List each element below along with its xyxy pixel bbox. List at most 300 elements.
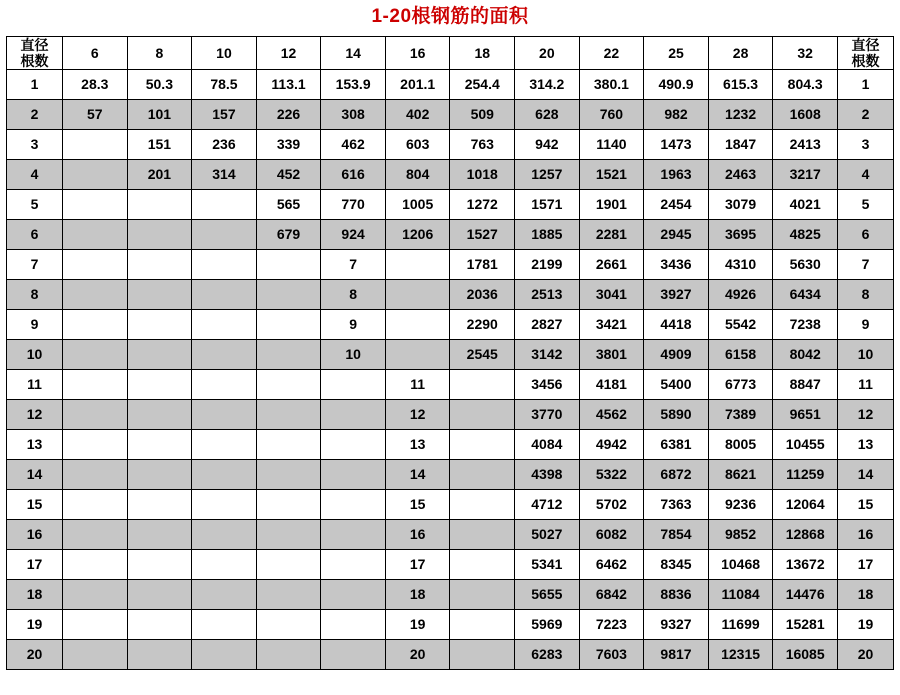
table-cell-area: 4562 <box>579 399 644 429</box>
table-cell-area: 1781 <box>450 249 515 279</box>
row-header-count: 10 <box>838 339 894 369</box>
table-cell-area <box>321 489 386 519</box>
row-header-count: 18 <box>838 579 894 609</box>
table-cell-area <box>63 219 128 249</box>
table-cell-area: 615.3 <box>708 69 773 99</box>
column-header-diameter: 16 <box>385 36 450 69</box>
table-cell-area <box>450 459 515 489</box>
table-cell-area: 1257 <box>515 159 580 189</box>
table-cell-area: 1521 <box>579 159 644 189</box>
row-header-count: 14 <box>838 459 894 489</box>
table-cell-area: 2290 <box>450 309 515 339</box>
table-cell-area: 4398 <box>515 459 580 489</box>
table-cell-area: 6283 <box>515 639 580 669</box>
table-cell-area <box>63 129 128 159</box>
table-cell-area: 153.9 <box>321 69 386 99</box>
table-cell-area: 3436 <box>644 249 709 279</box>
table-cell-area: 490.9 <box>644 69 709 99</box>
table-cell-area: 4021 <box>773 189 838 219</box>
table-cell-area <box>256 429 321 459</box>
table-cell-area <box>192 459 257 489</box>
table-cell-area: 4181 <box>579 369 644 399</box>
table-cell-area <box>256 369 321 399</box>
table-cell-area: 2454 <box>644 189 709 219</box>
table-cell-area: 2827 <box>515 309 580 339</box>
row-header-count: 2 <box>7 99 63 129</box>
table-cell-area: 314.2 <box>515 69 580 99</box>
table-cell-area <box>321 459 386 489</box>
table-cell-area: 10468 <box>708 549 773 579</box>
table-cell-area <box>256 399 321 429</box>
column-header-diameter: 20 <box>515 36 580 69</box>
table-cell-area <box>63 429 128 459</box>
table-cell-area <box>127 639 192 669</box>
table-row <box>7 189 894 219</box>
table-cell-area <box>450 429 515 459</box>
table-cell-area <box>321 429 386 459</box>
table-cell-area: 5890 <box>644 399 709 429</box>
row-header-count: 11 <box>7 369 63 399</box>
table-cell-area <box>450 369 515 399</box>
table-cell-area: 942 <box>515 129 580 159</box>
table-cell-area <box>63 639 128 669</box>
table-cell-area: 763 <box>450 129 515 159</box>
table-cell-area <box>256 339 321 369</box>
table-cell-area: 11084 <box>708 579 773 609</box>
table-cell-area: 3801 <box>579 339 644 369</box>
table-cell-area: 679 <box>256 219 321 249</box>
table-cell-area: 8621 <box>708 459 773 489</box>
row-header-count: 13 <box>838 429 894 459</box>
table-cell-area <box>192 219 257 249</box>
table-cell-area: 3142 <box>515 339 580 369</box>
table-cell-area <box>192 309 257 339</box>
table-cell-area <box>63 609 128 639</box>
table-cell-area <box>256 609 321 639</box>
row-header-count: 6 <box>7 219 63 249</box>
table-cell-area <box>127 219 192 249</box>
row-header-count: 20 <box>838 639 894 669</box>
table-cell-area: 4418 <box>644 309 709 339</box>
row-header-count: 15 <box>838 489 894 519</box>
column-header-diameter: 6 <box>63 36 128 69</box>
table-cell-area: 603 <box>385 129 450 159</box>
table-cell-area: 15281 <box>773 609 838 639</box>
table-cell-area: 101 <box>127 99 192 129</box>
table-cell-area: 201 <box>127 159 192 189</box>
table-cell-area: 462 <box>321 129 386 159</box>
table-cell-area: 18 <box>385 579 450 609</box>
table-cell-area: 6158 <box>708 339 773 369</box>
row-header-count: 5 <box>838 189 894 219</box>
table-cell-area: 6842 <box>579 579 644 609</box>
column-header-diameter: 8 <box>127 36 192 69</box>
table-cell-area: 11 <box>385 369 450 399</box>
row-header-count: 2 <box>838 99 894 129</box>
table-row <box>7 99 894 129</box>
table-cell-area: 13 <box>385 429 450 459</box>
column-header-diameter: 32 <box>773 36 838 69</box>
table-cell-area: 236 <box>192 129 257 159</box>
row-header-count: 16 <box>838 519 894 549</box>
table-cell-area: 3041 <box>579 279 644 309</box>
table-row <box>7 129 894 159</box>
table-cell-area <box>63 279 128 309</box>
table-body <box>7 69 894 669</box>
table-cell-area <box>256 639 321 669</box>
table-cell-area: 2199 <box>515 249 580 279</box>
corner-label-top: 直径 <box>851 36 880 53</box>
table-cell-area: 9236 <box>708 489 773 519</box>
table-cell-area <box>192 639 257 669</box>
table-cell-area: 1963 <box>644 159 709 189</box>
table-cell-area: 6872 <box>644 459 709 489</box>
table-row <box>7 549 894 579</box>
table-cell-area: 7854 <box>644 519 709 549</box>
table-cell-area: 760 <box>579 99 644 129</box>
table-cell-area: 1018 <box>450 159 515 189</box>
table-cell-area: 50.3 <box>127 69 192 99</box>
column-header-diameter: 28 <box>708 36 773 69</box>
row-header-count: 13 <box>7 429 63 459</box>
table-cell-area <box>127 429 192 459</box>
table-row <box>7 639 894 669</box>
table-cell-area: 4926 <box>708 279 773 309</box>
table-cell-area: 1847 <box>708 129 773 159</box>
table-cell-area: 8005 <box>708 429 773 459</box>
table-cell-area <box>450 519 515 549</box>
table-cell-area: 1571 <box>515 189 580 219</box>
table-row <box>7 459 894 489</box>
table-row <box>7 279 894 309</box>
table-cell-area: 565 <box>256 189 321 219</box>
table-cell-area: 11699 <box>708 609 773 639</box>
table-cell-area <box>321 579 386 609</box>
row-header-count: 3 <box>7 129 63 159</box>
table-cell-area <box>192 609 257 639</box>
table-cell-area <box>127 519 192 549</box>
table-row <box>7 519 894 549</box>
table-cell-area <box>192 579 257 609</box>
table-cell-area <box>192 279 257 309</box>
table-cell-area: 4310 <box>708 249 773 279</box>
row-header-count: 17 <box>838 549 894 579</box>
table-cell-area <box>63 369 128 399</box>
table-cell-area: 5341 <box>515 549 580 579</box>
table-cell-area <box>450 579 515 609</box>
table-cell-area: 7238 <box>773 309 838 339</box>
table-cell-area <box>63 309 128 339</box>
row-header-count: 19 <box>7 609 63 639</box>
table-row <box>7 69 894 99</box>
table-cell-area <box>63 489 128 519</box>
table-cell-area: 5655 <box>515 579 580 609</box>
corner-label-bottom: 根数 <box>851 52 880 69</box>
table-cell-area <box>127 399 192 429</box>
table-cell-area <box>192 249 257 279</box>
table-cell-area: 804.3 <box>773 69 838 99</box>
column-header-diameter: 25 <box>644 36 709 69</box>
row-header-count: 9 <box>838 309 894 339</box>
table-cell-area: 1885 <box>515 219 580 249</box>
table-cell-area <box>321 549 386 579</box>
table-cell-area <box>450 549 515 579</box>
row-header-count: 16 <box>7 519 63 549</box>
table-cell-area: 14 <box>385 459 450 489</box>
table-cell-area: 1608 <box>773 99 838 129</box>
table-cell-area <box>192 519 257 549</box>
table-cell-area: 4712 <box>515 489 580 519</box>
table-cell-area: 4942 <box>579 429 644 459</box>
table-cell-area: 201.1 <box>385 69 450 99</box>
table-cell-area <box>63 249 128 279</box>
table-cell-area: 12868 <box>773 519 838 549</box>
table-cell-area: 9651 <box>773 399 838 429</box>
header-row <box>7 36 894 69</box>
column-header-diameter: 22 <box>579 36 644 69</box>
table-row <box>7 399 894 429</box>
table-cell-area <box>256 459 321 489</box>
table-cell-area: 509 <box>450 99 515 129</box>
row-header-count: 7 <box>7 249 63 279</box>
column-header-diameter: 14 <box>321 36 386 69</box>
row-header-count: 1 <box>838 69 894 99</box>
table-cell-area <box>321 519 386 549</box>
table-cell-area <box>63 189 128 219</box>
table-cell-area <box>63 519 128 549</box>
table-cell-area: 2545 <box>450 339 515 369</box>
column-header-diameter: 12 <box>256 36 321 69</box>
table-cell-area: 12 <box>385 399 450 429</box>
corner-header-right <box>838 36 894 69</box>
table-cell-area: 5542 <box>708 309 773 339</box>
table-cell-area: 616 <box>321 159 386 189</box>
row-header-count: 8 <box>838 279 894 309</box>
table-cell-area: 1272 <box>450 189 515 219</box>
table-cell-area: 10455 <box>773 429 838 459</box>
table-cell-area: 308 <box>321 99 386 129</box>
table-cell-area: 19 <box>385 609 450 639</box>
table-cell-area: 8042 <box>773 339 838 369</box>
table-cell-area <box>192 189 257 219</box>
table-cell-area: 12064 <box>773 489 838 519</box>
table-cell-area: 2661 <box>579 249 644 279</box>
table-cell-area: 20 <box>385 639 450 669</box>
row-header-count: 19 <box>838 609 894 639</box>
row-header-count: 10 <box>7 339 63 369</box>
corner-label-top: 直径 <box>20 36 49 53</box>
table-cell-area: 8847 <box>773 369 838 399</box>
table-cell-area: 6773 <box>708 369 773 399</box>
row-header-count: 14 <box>7 459 63 489</box>
table-row <box>7 579 894 609</box>
table-cell-area <box>127 579 192 609</box>
table-cell-area: 804 <box>385 159 450 189</box>
table-cell-area: 5400 <box>644 369 709 399</box>
row-header-count: 12 <box>7 399 63 429</box>
table-cell-area: 2513 <box>515 279 580 309</box>
table-cell-area <box>256 249 321 279</box>
table-cell-area <box>450 399 515 429</box>
table-cell-area: 7603 <box>579 639 644 669</box>
table-cell-area: 924 <box>321 219 386 249</box>
row-header-count: 5 <box>7 189 63 219</box>
table-cell-area <box>450 639 515 669</box>
table-row <box>7 249 894 279</box>
corner-label-bottom: 根数 <box>20 52 49 69</box>
table-cell-area: 3456 <box>515 369 580 399</box>
table-cell-area <box>127 609 192 639</box>
row-header-count: 7 <box>838 249 894 279</box>
table-cell-area: 9817 <box>644 639 709 669</box>
table-cell-area: 15 <box>385 489 450 519</box>
table-cell-area <box>256 279 321 309</box>
table-cell-area <box>127 369 192 399</box>
table-cell-area: 5630 <box>773 249 838 279</box>
row-header-count: 3 <box>838 129 894 159</box>
table-cell-area: 10 <box>321 339 386 369</box>
table-cell-area <box>127 189 192 219</box>
table-cell-area: 8836 <box>644 579 709 609</box>
table-cell-area: 78.5 <box>192 69 257 99</box>
table-cell-area: 8345 <box>644 549 709 579</box>
table-cell-area <box>256 489 321 519</box>
table-cell-area: 113.1 <box>256 69 321 99</box>
table-cell-area <box>127 489 192 519</box>
table-cell-area <box>127 339 192 369</box>
table-cell-area <box>256 579 321 609</box>
table-cell-area: 1527 <box>450 219 515 249</box>
table-cell-area: 2281 <box>579 219 644 249</box>
table-row <box>7 609 894 639</box>
table-cell-area: 6434 <box>773 279 838 309</box>
table-cell-area <box>192 339 257 369</box>
table-cell-area: 3079 <box>708 189 773 219</box>
table-cell-area: 7363 <box>644 489 709 519</box>
table-cell-area: 314 <box>192 159 257 189</box>
table-cell-area <box>321 639 386 669</box>
table-cell-area: 2036 <box>450 279 515 309</box>
table-cell-area: 5969 <box>515 609 580 639</box>
table-cell-area: 3421 <box>579 309 644 339</box>
table-cell-area: 4084 <box>515 429 580 459</box>
table-cell-area <box>63 159 128 189</box>
table-cell-area: 8 <box>321 279 386 309</box>
table-cell-area <box>192 369 257 399</box>
row-header-count: 18 <box>7 579 63 609</box>
table-cell-area <box>63 579 128 609</box>
table-cell-area <box>450 609 515 639</box>
column-header-diameter: 18 <box>450 36 515 69</box>
row-header-count: 11 <box>838 369 894 399</box>
table-cell-area <box>385 339 450 369</box>
table-cell-area: 9 <box>321 309 386 339</box>
row-header-count: 8 <box>7 279 63 309</box>
table-cell-area: 770 <box>321 189 386 219</box>
column-header-diameter: 10 <box>192 36 257 69</box>
table-cell-area <box>127 549 192 579</box>
table-row <box>7 339 894 369</box>
table-cell-area: 13672 <box>773 549 838 579</box>
table-cell-area <box>127 249 192 279</box>
table-cell-area <box>127 279 192 309</box>
row-header-count: 4 <box>838 159 894 189</box>
table-cell-area: 14476 <box>773 579 838 609</box>
table-cell-area <box>63 459 128 489</box>
row-header-count: 17 <box>7 549 63 579</box>
table-cell-area <box>450 489 515 519</box>
table-cell-area: 4909 <box>644 339 709 369</box>
table-cell-area <box>192 489 257 519</box>
table-cell-area: 16 <box>385 519 450 549</box>
table-cell-area: 5322 <box>579 459 644 489</box>
table-cell-area <box>63 549 128 579</box>
table-cell-area: 1901 <box>579 189 644 219</box>
table-cell-area <box>385 279 450 309</box>
row-header-count: 20 <box>7 639 63 669</box>
corner-header-left <box>7 36 63 69</box>
row-header-count: 6 <box>838 219 894 249</box>
table-cell-area: 4825 <box>773 219 838 249</box>
table-cell-area: 11259 <box>773 459 838 489</box>
row-header-count: 12 <box>838 399 894 429</box>
table-cell-area: 6462 <box>579 549 644 579</box>
table-cell-area: 1005 <box>385 189 450 219</box>
table-header <box>7 36 894 69</box>
table-cell-area: 9852 <box>708 519 773 549</box>
table-cell-area: 6381 <box>644 429 709 459</box>
table-row <box>7 309 894 339</box>
table-cell-area: 16085 <box>773 639 838 669</box>
table-cell-area: 151 <box>127 129 192 159</box>
table-cell-area <box>385 309 450 339</box>
table-cell-area: 7223 <box>579 609 644 639</box>
table-cell-area: 5027 <box>515 519 580 549</box>
table-cell-area: 9327 <box>644 609 709 639</box>
table-cell-area: 3770 <box>515 399 580 429</box>
table-row <box>7 219 894 249</box>
table-cell-area <box>321 609 386 639</box>
row-header-count: 9 <box>7 309 63 339</box>
table-cell-area: 57 <box>63 99 128 129</box>
table-cell-area: 3927 <box>644 279 709 309</box>
table-row <box>7 159 894 189</box>
table-cell-area: 157 <box>192 99 257 129</box>
table-cell-area <box>127 459 192 489</box>
table-cell-area: 254.4 <box>450 69 515 99</box>
table-cell-area <box>192 429 257 459</box>
table-row <box>7 489 894 519</box>
table-cell-area: 17 <box>385 549 450 579</box>
page-title: 1-20根钢筋的面积 <box>371 6 529 27</box>
table-cell-area <box>63 339 128 369</box>
table-cell-area <box>385 249 450 279</box>
table-cell-area: 3695 <box>708 219 773 249</box>
table-cell-area: 339 <box>256 129 321 159</box>
table-cell-area: 2413 <box>773 129 838 159</box>
table-row <box>7 369 894 399</box>
table-cell-area: 3217 <box>773 159 838 189</box>
table-cell-area: 7 <box>321 249 386 279</box>
table-cell-area: 1206 <box>385 219 450 249</box>
row-header-count: 15 <box>7 489 63 519</box>
table-cell-area <box>321 399 386 429</box>
table-cell-area: 628 <box>515 99 580 129</box>
table-cell-area: 226 <box>256 99 321 129</box>
table-cell-area: 402 <box>385 99 450 129</box>
table-cell-area: 1140 <box>579 129 644 159</box>
row-header-count: 4 <box>7 159 63 189</box>
